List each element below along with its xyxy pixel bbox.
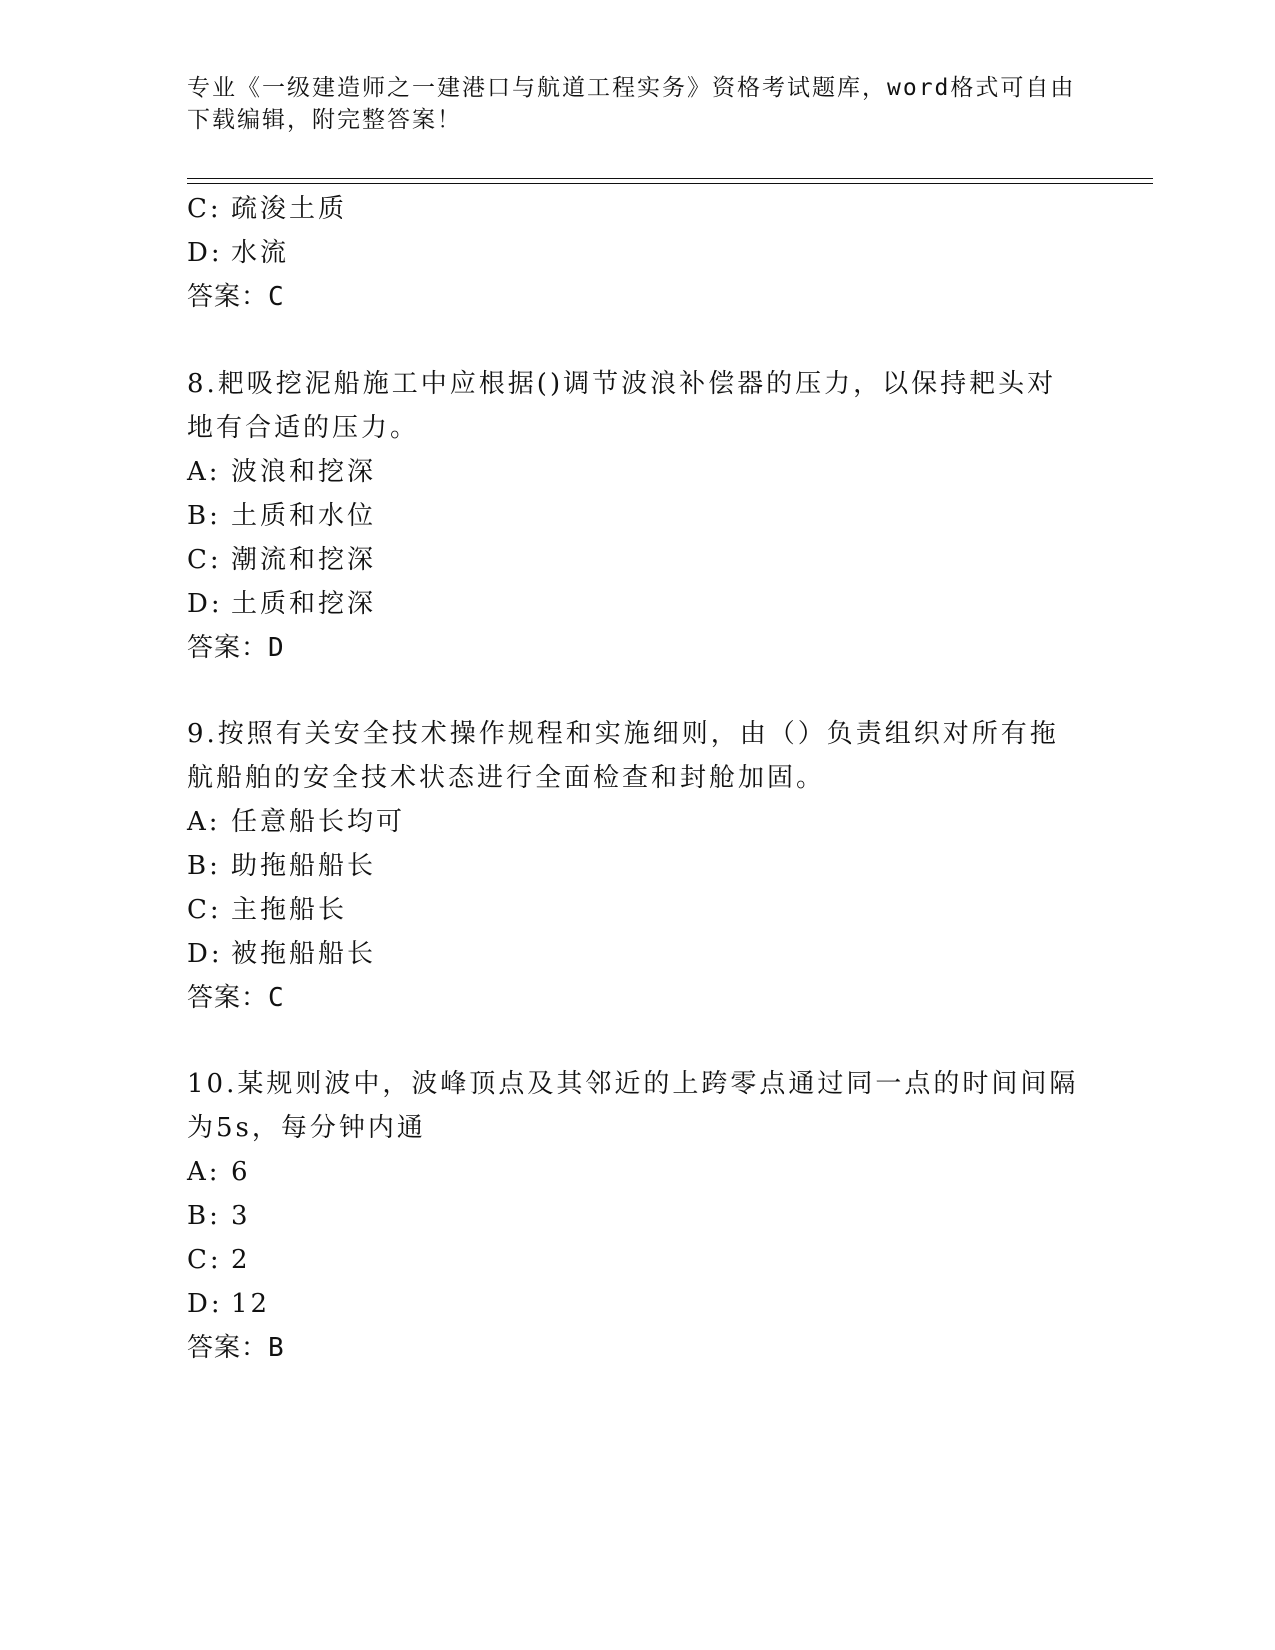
option-key: A: — [187, 1157, 221, 1187]
question-10-stem-line-1: 10.某规则波中，波峰顶点及其邻近的上跨零点通过同一点的时间间隔 — [187, 1069, 1079, 1099]
question-10-answer: 答案：B — [187, 1333, 285, 1363]
option-text: 6 — [231, 1157, 251, 1187]
option-key: D: — [187, 939, 223, 969]
question-8-answer: 答案：D — [187, 633, 285, 663]
header-divider-bottom — [187, 183, 1153, 184]
question-9-option-c — [187, 893, 347, 927]
question-9-option-b — [187, 849, 376, 883]
question-9-stem-line-2: 航船舶的安全技术状态进行全面检查和封舱加固。 — [187, 763, 826, 793]
option-text: 土质和挖深 — [231, 589, 377, 619]
question-8-option-b — [187, 499, 376, 533]
option-key: C: — [187, 1245, 222, 1275]
question-8-stem-line-2: 地有合适的压力。 — [187, 413, 420, 443]
option-key: A: — [187, 457, 221, 487]
question-10-option-b — [187, 1199, 251, 1233]
option-key: B: — [187, 851, 221, 881]
option-key: D: — [187, 1289, 223, 1319]
option-text: 2 — [231, 1245, 251, 1275]
option-text: 任意船长均可 — [231, 807, 406, 837]
question-8-stem-line-1: 8.耙吸挖泥船施工中应根据()调节波浪补偿器的压力，以保持耙头对 — [187, 369, 1057, 399]
option-text: 主拖船长 — [231, 895, 348, 925]
option-d — [187, 236, 289, 270]
question-9-option-a — [187, 805, 405, 839]
option-text: 3 — [231, 1201, 251, 1231]
option-text: 疏浚土质 — [231, 194, 348, 224]
header-divider-top — [187, 178, 1153, 179]
option-text: 被拖船船长 — [231, 939, 377, 969]
option-text: 土质和水位 — [231, 501, 377, 531]
question-10-stem-line-2: 为5s，每分钟内通 — [187, 1113, 426, 1143]
option-text: 水流 — [231, 238, 290, 268]
document-header — [187, 72, 1087, 136]
option-text: 波浪和挖深 — [231, 457, 377, 487]
question-10-option-a — [187, 1155, 251, 1189]
question-10-option-d — [187, 1287, 270, 1321]
question-9-stem-line-1: 9.按照有关安全技术操作规程和实施细则，由（）负责组织对所有拖 — [187, 719, 1059, 749]
option-text: 潮流和挖深 — [231, 545, 377, 575]
header-line-2: 下载编辑，附完整答案！ — [187, 107, 462, 133]
option-key: D: — [187, 238, 223, 268]
option-key: B: — [187, 501, 221, 531]
option-key: B: — [187, 1201, 221, 1231]
question-8-option-c — [187, 543, 376, 577]
header-line-1: 专业《一级建造师之一建港口与航道工程实务》资格考试题库，word格式可自由 — [187, 75, 1076, 101]
option-key: D: — [187, 589, 223, 619]
question-9-option-d — [187, 937, 376, 971]
option-text: 12 — [231, 1289, 271, 1319]
option-key: C: — [187, 194, 222, 224]
option-text: 助拖船船长 — [231, 851, 377, 881]
answer-line: 答案：C — [187, 282, 285, 312]
question-8-option-d — [187, 587, 376, 621]
option-key: C: — [187, 545, 222, 575]
question-8-option-a — [187, 455, 376, 489]
option-key: C: — [187, 895, 222, 925]
option-c — [187, 192, 347, 226]
question-10-option-c — [187, 1243, 251, 1277]
question-9-answer: 答案：C — [187, 983, 285, 1013]
option-key: A: — [187, 807, 221, 837]
